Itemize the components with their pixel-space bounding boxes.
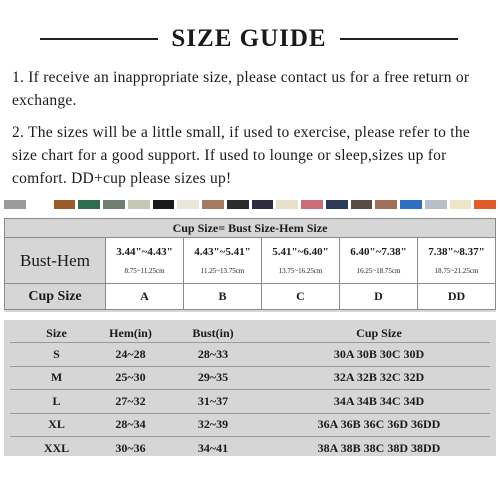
size-chart-table: [10, 324, 490, 460]
cup-cell: DD: [418, 284, 496, 310]
color-swatch: [153, 200, 175, 209]
color-swatch: [252, 200, 274, 209]
bust-cell: 31~37: [158, 390, 268, 414]
cup-cell: A: [106, 284, 184, 310]
color-swatch: [326, 200, 348, 209]
cup-size-cell: 32A 32B 32C 32D: [268, 366, 490, 390]
size-cell: S: [10, 343, 103, 367]
color-swatch: [103, 200, 125, 209]
bust-hem-label: Bust-Hem: [5, 238, 106, 284]
col-header-hem: Hem(in): [109, 325, 152, 340]
size-chart-panel: [4, 320, 496, 456]
color-swatch: [54, 200, 76, 209]
color-swatch: [400, 200, 422, 209]
table-header-row: [10, 324, 490, 343]
header-rule-left: [40, 38, 158, 40]
color-swatch: [227, 200, 249, 209]
bust-cell: 29~35: [158, 366, 268, 390]
color-swatch: [128, 200, 150, 209]
color-swatch: [351, 200, 373, 209]
bust-cell: 34~41: [158, 437, 268, 460]
size-cell: M: [10, 366, 103, 390]
cup-size-formula: Cup Size= Bust Size-Hem Size: [5, 219, 496, 238]
hem-cell: 24~28: [103, 343, 158, 367]
bust-hem-cell: 7.38"~8.37" 18.75~21.25cm: [418, 238, 496, 284]
color-swatch: [301, 200, 323, 209]
col-header-size: Size: [46, 325, 67, 340]
color-swatch: [202, 200, 224, 209]
hem-cell: 28~34: [103, 413, 158, 437]
bust-cell: 28~33: [158, 343, 268, 367]
hem-cell: 25~30: [103, 366, 158, 390]
cup-size-label: Cup Size: [5, 284, 106, 310]
color-swatch: [276, 200, 298, 209]
note-sizing: 2. The sizes will be a little small, if used to exercise, please refer to the size chart for a good support. If used to lounge or sleep,sizes up for comfort. DD+cup please sizes up!: [12, 124, 470, 187]
header-rule-right: [340, 38, 458, 40]
notes: [12, 66, 496, 199]
table-row: [10, 366, 490, 390]
size-cell: XL: [10, 413, 103, 437]
cup-size-cell: 34A 34B 34C 34D: [268, 390, 490, 414]
color-swatch: [425, 200, 447, 209]
col-header-bust: Bust(in): [192, 325, 234, 340]
size-cell: L: [10, 390, 103, 414]
bust-hem-cell: 4.43"~5.41" 11.25~13.75cm: [184, 238, 262, 284]
hem-cell: 27~32: [103, 390, 158, 414]
cup-size-cell: 30A 30B 30C 30D: [268, 343, 490, 367]
color-swatch-strip: [4, 200, 496, 209]
table-row: [10, 437, 490, 460]
cup-size-cell: 38A 38B 38C 38D 38DD: [268, 437, 490, 460]
color-swatch: [78, 200, 100, 209]
color-swatch: [29, 200, 51, 209]
color-swatch: [474, 200, 496, 209]
cup-cell: B: [184, 284, 262, 310]
cup-size-cell: 36A 36B 36C 36D 36DD: [268, 413, 490, 437]
col-header-cup-size: Cup Size: [356, 325, 402, 340]
table-row: [10, 343, 490, 367]
size-cell: XXL: [10, 437, 103, 460]
cup-size-table: [4, 218, 496, 310]
cup-size-panel: [4, 218, 496, 312]
color-swatch: [4, 200, 26, 209]
cup-cell: D: [340, 284, 418, 310]
color-swatch: [450, 200, 472, 209]
cup-cell: C: [262, 284, 340, 310]
bust-hem-cell: 5.41"~6.40" 13.75~16.25cm: [262, 238, 340, 284]
note-return: 1. If receive an inappropriate size, please contact us for a free return or exchange.: [12, 69, 470, 109]
header: [0, 22, 500, 56]
hem-cell: 30~36: [103, 437, 158, 460]
page-title: SIZE GUIDE: [171, 25, 327, 52]
color-swatch: [177, 200, 199, 209]
bust-hem-cell: 6.40"~7.38" 16.25~18.75cm: [340, 238, 418, 284]
table-row: [10, 413, 490, 437]
color-swatch: [375, 200, 397, 209]
bust-cell: 32~39: [158, 413, 268, 437]
bust-hem-cell: 3.44"~4.43" 8.75~11.25cm: [106, 238, 184, 284]
table-row: [10, 390, 490, 414]
